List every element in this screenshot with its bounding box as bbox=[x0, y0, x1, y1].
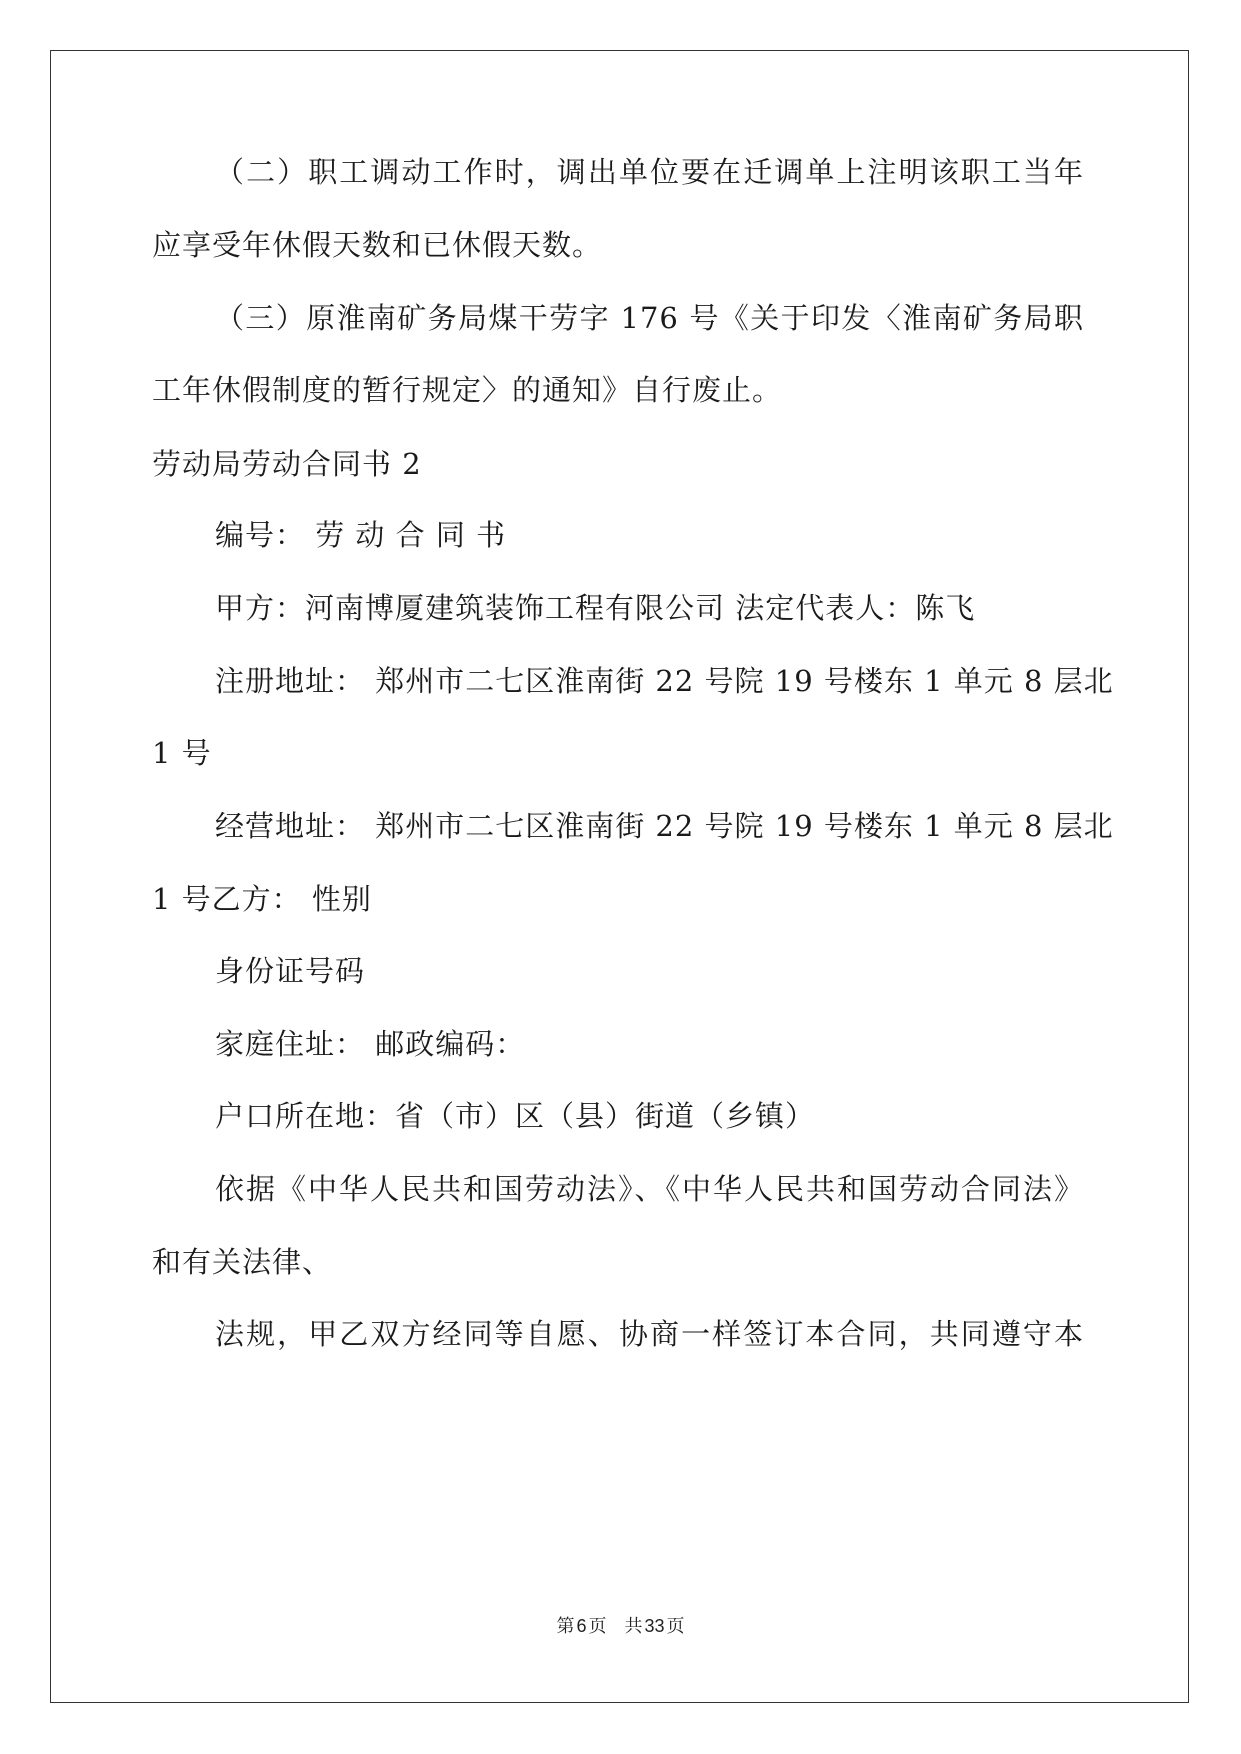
contract-number-line: 编号： 劳 动 合 同 书 bbox=[215, 518, 507, 552]
paragraph-line-4: 工年休假制度的暂行规定〉的通知》自行废止。 bbox=[152, 373, 783, 407]
party-b-line: 1 号乙方： 性别 bbox=[152, 882, 372, 916]
agreement-line: 法规，甲乙双方经同等自愿、协商一样签订本合同，共同遵守本 bbox=[215, 1317, 1084, 1351]
id-number-line: 身份证号码 bbox=[215, 954, 366, 988]
party-a-line: 甲方：河南博厦建筑装饰工程有限公司 法定代表人：陈飞 bbox=[215, 591, 976, 625]
total-suffix: 页 bbox=[666, 1616, 685, 1637]
paragraph-line-2: 应享受年休假天数和已休假天数。 bbox=[152, 228, 603, 262]
page-footer bbox=[0, 1614, 1241, 1639]
page-number: 6 bbox=[576, 1616, 587, 1636]
household-registration-line: 户口所在地：省（市）区（县）街道（乡镇） bbox=[215, 1099, 816, 1133]
basis-line: 依据《中华人民共和国劳动法》、《中华人民共和国劳动合同法》 bbox=[215, 1172, 1084, 1206]
section-title: 劳动局劳动合同书 2 bbox=[152, 447, 422, 481]
registered-address-line: 注册地址： 郑州市二七区淮南街 22 号院 19 号楼东 1 单元 8 层北 bbox=[215, 664, 1114, 698]
total-prefix: 共 bbox=[624, 1616, 643, 1637]
paragraph-line-1: （二）职工调动工作时，调出单位要在迁调单上注明该职工当年 bbox=[215, 155, 1084, 189]
basis-line-cont: 和有关法律、 bbox=[152, 1245, 333, 1279]
page-prefix: 第 bbox=[556, 1616, 575, 1637]
registered-address-cont: 1 号 bbox=[152, 736, 212, 770]
home-address-line: 家庭住址： 邮政编码： bbox=[215, 1027, 526, 1061]
paragraph-line-3: （三）原淮南矿务局煤干劳字 176 号《关于印发〈淮南矿务局职 bbox=[215, 301, 1084, 335]
total-pages: 33 bbox=[644, 1616, 665, 1636]
business-address-line: 经营地址： 郑州市二七区淮南街 22 号院 19 号楼东 1 单元 8 层北 bbox=[215, 809, 1114, 843]
page-suffix: 页 bbox=[588, 1616, 607, 1637]
